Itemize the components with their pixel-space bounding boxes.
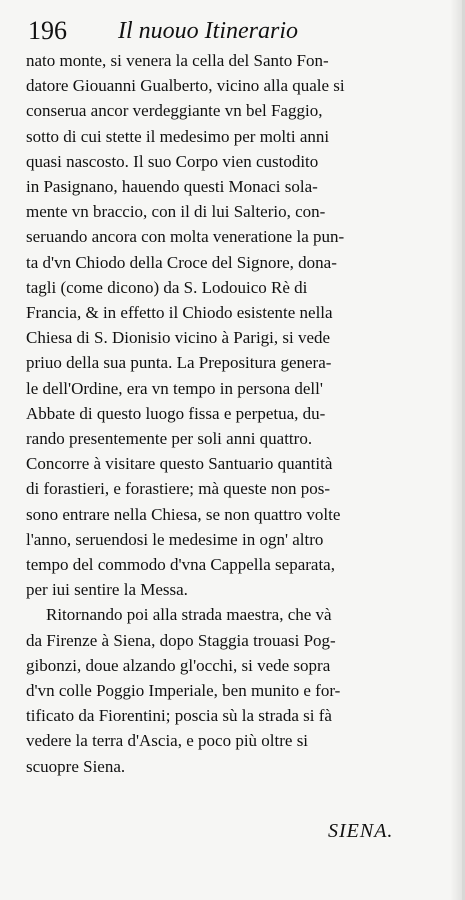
text-line: Chiesa di S. Dionisio vicino à Parigi, si vede [26,328,331,348]
text-line: vedere la terra d'Ascia, e poco più oltre si [26,731,309,751]
text-line: in Pasignano, hauendo questi Monaci sola- [26,177,318,197]
text-line: sotto di cui stette il medesimo per molti anni [26,126,330,146]
paragraph-start-line: Ritornando poi alla strada maestra, che và [46,605,332,625]
text-line: d'vn colle Poggio Imperiale, ben munito e for- [26,681,341,701]
text-line: l'anno, seruendosi le medesime in ogn' altro [26,529,324,549]
text-line: tempo del commodo d'vna Cappella separata, [26,555,335,575]
text-line: seruando ancora con molta veneratione la pun- [26,227,345,247]
text-line: da Firenze à Siena, dopo Staggia trouasi Pog- [26,630,336,650]
page-number: 196 [28,16,67,45]
text-line: mente vn braccio, con il di lui Salterio, con- [26,202,326,222]
text-line: Francia, & in effetto il Chiodo esistente nella [26,303,333,323]
text-line: ta d'vn Chiodo della Croce del Signore, dona- [26,252,337,272]
page-header [28,14,448,48]
page-edge-shadow [450,0,462,900]
text-line: tificato da Fiorentini; poscia sù la strada si fà [26,706,332,726]
text-line: tagli (come dicono) da S. Lodouico Rè di [26,277,308,297]
text-line: le dell'Ordine, era vn tempo in persona dell' [26,378,323,398]
text-line: Concorre à visitare questo Santuario quantità [26,454,333,474]
text-line: sono entrare nella Chiesa, se non quattro volte [26,504,341,524]
text-line: datore Giouanni Gualberto, vicino alla quale si [26,76,345,96]
text-line: scuopre Siena. [26,756,126,776]
text-line: nato monte, si venera la cella del Santo Fon- [26,51,329,70]
catchword: SIENA. [328,820,394,842]
running-head: Il nuouo Itinerario [118,18,298,44]
body-text [26,48,450,779]
text-line: gibonzi, doue alzando gl'occhi, si vede sopra [26,655,331,675]
text-line: quasi nascosto. Il suo Corpo vien custodito [26,151,319,171]
text-line: conserua ancor verdeggiante vn bel Faggio, [26,101,323,121]
text-line: Abbate di questo luogo fissa e perpetua, du- [26,403,326,423]
text-line: di forastieri, e forastiere; mà queste non pos- [26,479,331,499]
text-line: per iui sentire la Messa. [26,580,188,600]
text-line: priuo della sua punta. La Prepositura genera- [26,353,332,373]
text-line: rando presentemente per soli anni quattro. [26,429,313,449]
